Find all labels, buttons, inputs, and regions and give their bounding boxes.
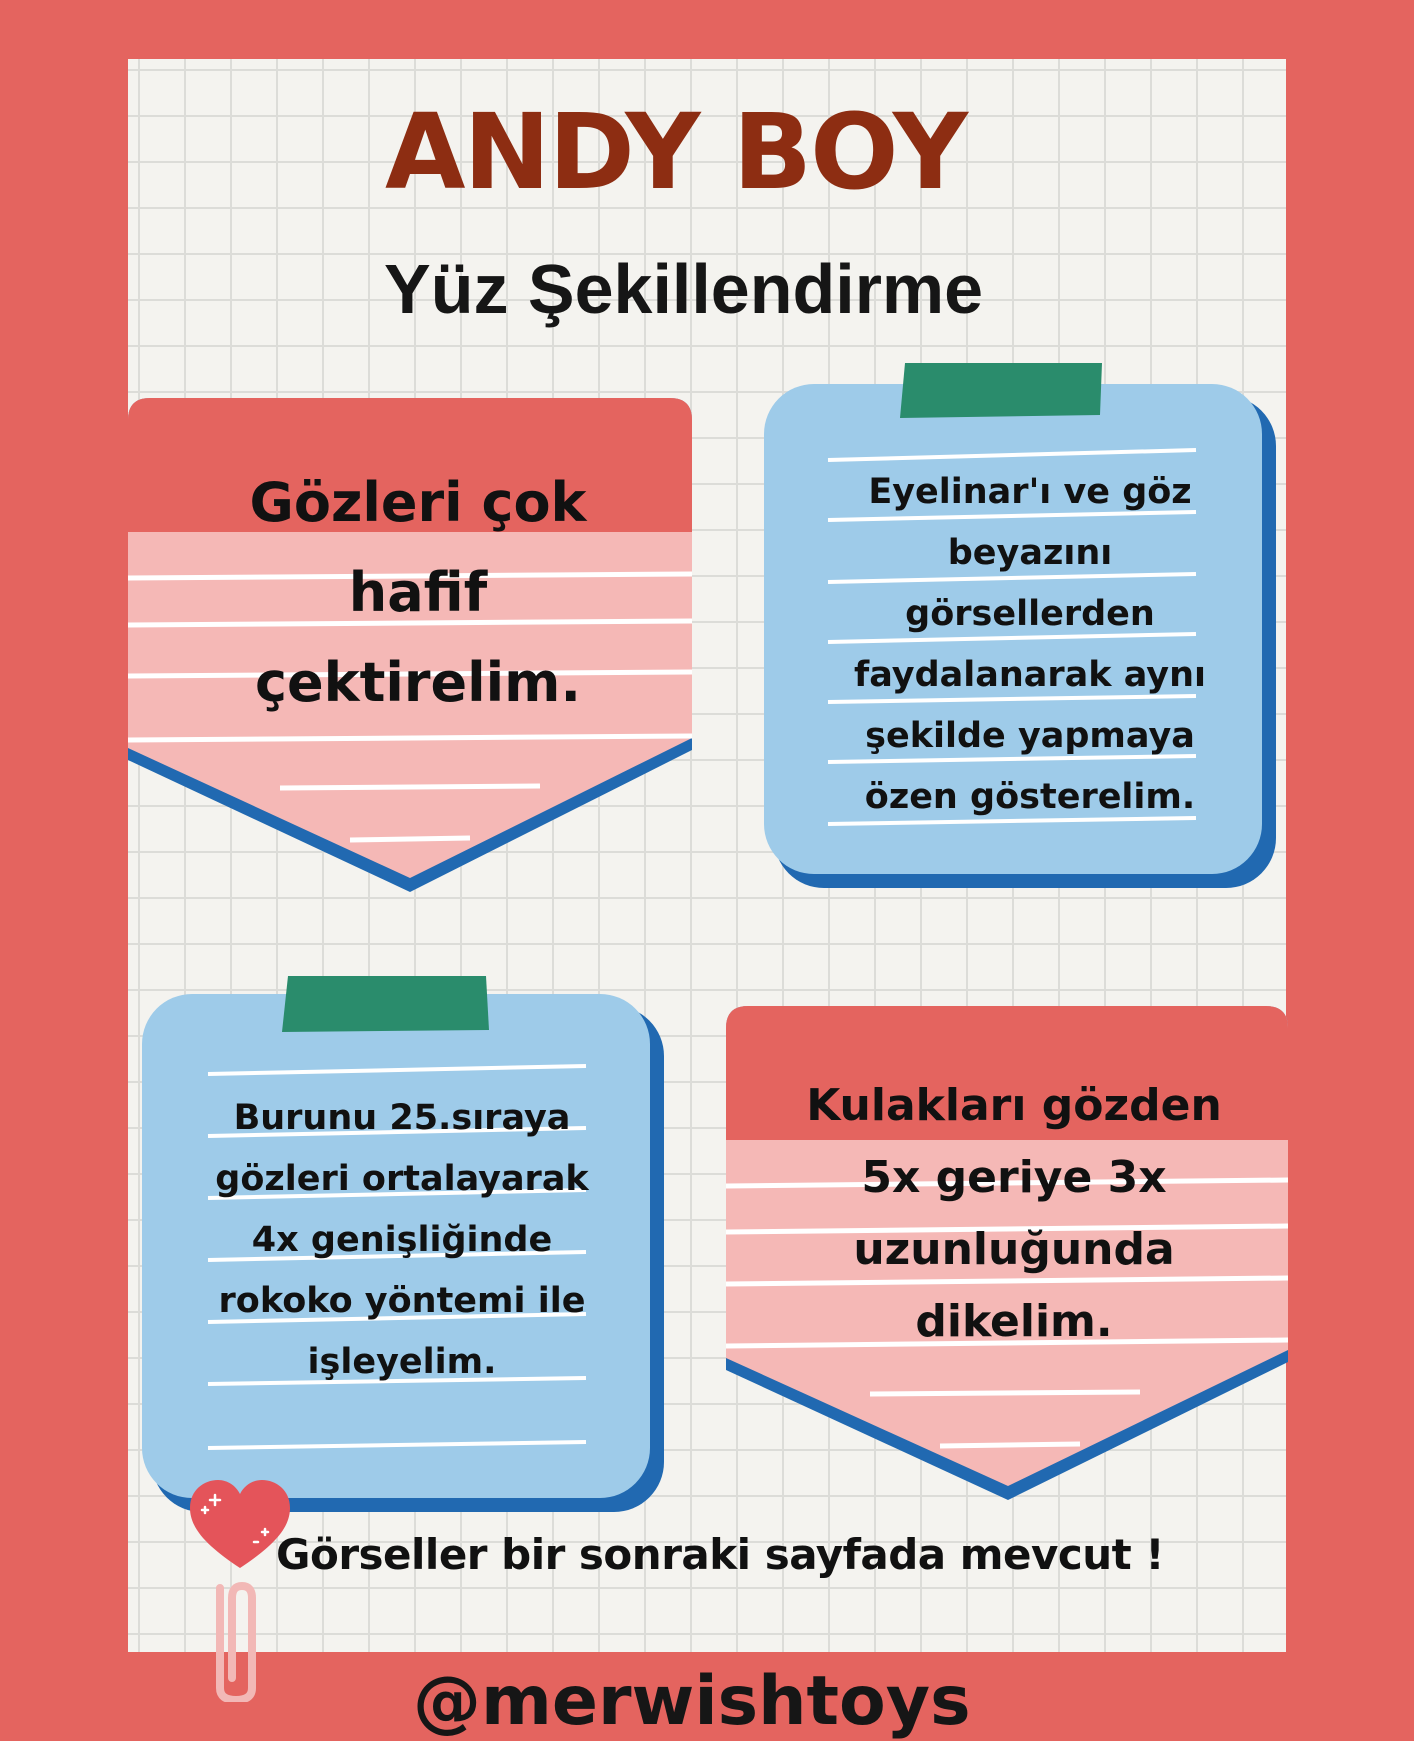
card-3-text: Burunu 25.sıraya gözleri ortalayarak 4x genişliğinde rokoko yöntemi ile işleyelim. <box>215 1098 589 1382</box>
paperclip-icon <box>190 1478 290 1702</box>
tape-icon <box>900 363 1102 418</box>
brand-title: ANDY BOY <box>385 91 967 213</box>
card-2-text: Eyelinar'ı ve göz beyazını görsellerden faydalanarak aynı şekilde yapmaya özen gösterelim. <box>853 472 1207 817</box>
page-subtitle: Yüz Şekillendirme <box>384 250 984 328</box>
footer-note: Görseller bir sonraki sayfada mevcut ! <box>276 1530 1165 1579</box>
card-1-text: Gözleri çok hafif çektirelim. <box>249 471 587 714</box>
heart-icon <box>190 1480 290 1568</box>
social-handle: @merwishtoys <box>413 1662 971 1741</box>
card-4-text: Kulakları gözden 5x geriye 3x uzunluğunda dikelim. <box>806 1080 1222 1347</box>
tape-icon <box>282 976 489 1032</box>
